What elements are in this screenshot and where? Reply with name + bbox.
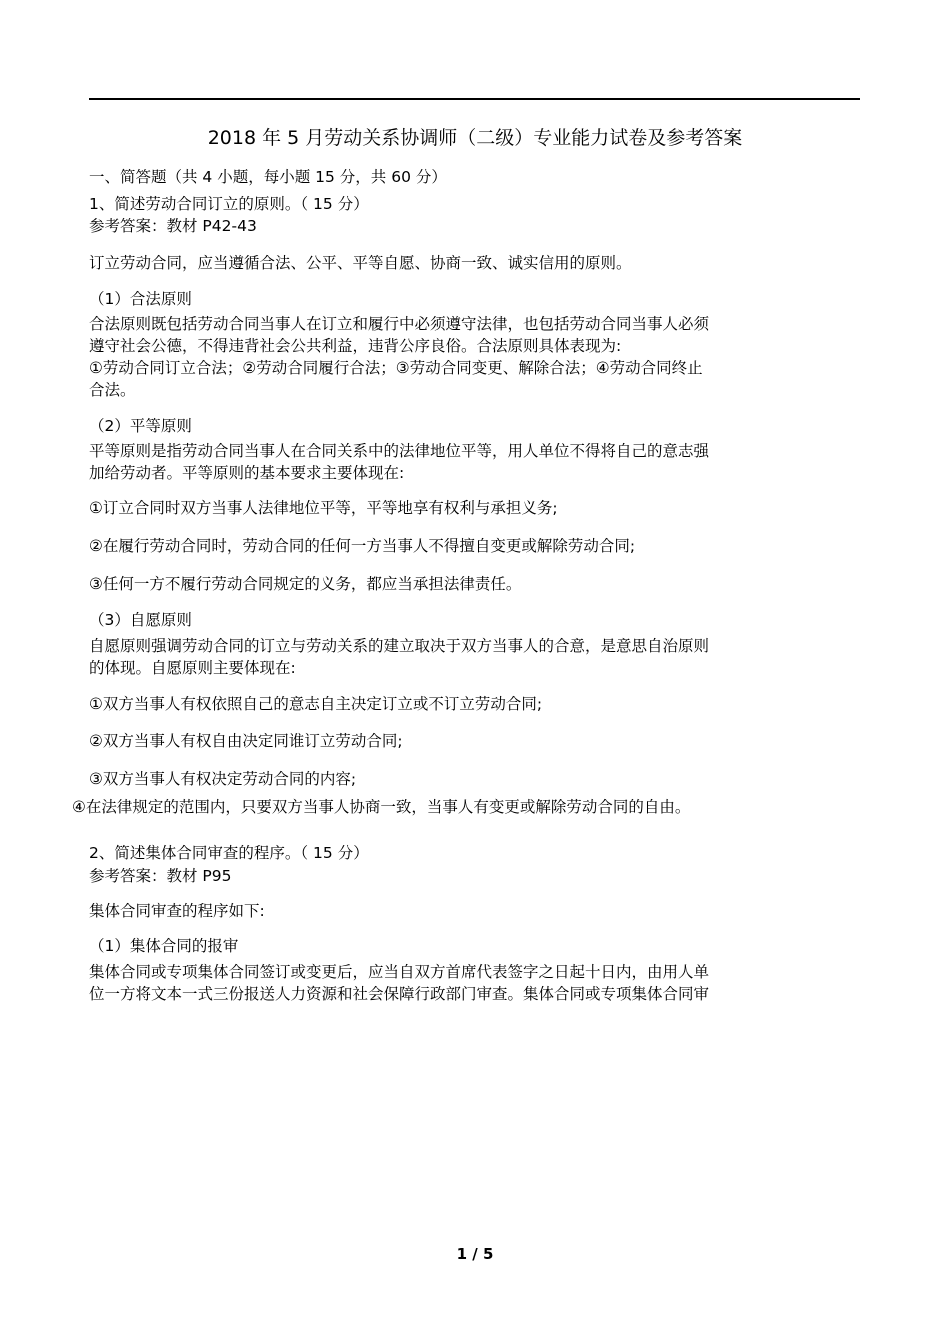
q2-p1-line: 位一方将文本一式三份报送人力资源和社会保障行政部门审查。集体合同或专项集体合同审	[89, 985, 710, 1003]
q1-p3-item: ④在法律规定的范围内，只要双方当事人协商一致，当事人有变更或解除劳动合同的自由。	[72, 798, 691, 816]
q1-intro: 订立劳动合同，应当遵循合法、公平、平等自愿、协商一致、诚实信用的原则。	[89, 254, 632, 272]
q1-p3-line: 的体现。自愿原则主要体现在:	[89, 659, 296, 677]
page-number: 1 / 5	[456, 1245, 494, 1263]
section-heading: 一、简答题（共 4 小题，每小题 15 分，共 60 分）	[89, 168, 447, 186]
q1-p3-item: ②双方当事人有权自由决定同谁订立劳动合同;	[89, 732, 403, 750]
q1-p1-heading: （1）合法原则	[89, 290, 192, 308]
q1-p1-line: 合法原则既包括劳动合同当事人在订立和履行中必须遵守法律，也包括劳动合同当事人必须	[89, 315, 710, 333]
q1-p3-line: 自愿原则强调劳动合同的订立与劳动关系的建立取决于双方当事人的合意，是意思自治原则	[89, 637, 710, 655]
page-title: 2018 年 5 月劳动关系协调师（二级）专业能力试卷及参考答案	[207, 127, 743, 149]
q2-intro: 集体合同审查的程序如下:	[89, 902, 265, 920]
q1-p2-line: 平等原则是指劳动合同当事人在合同关系中的法律地位平等，用人单位不得将自己的意志强	[89, 442, 710, 460]
q1-p1-line: ①劳动合同订立合法；②劳动合同履行合法；③劳动合同变更、解除合法；④劳动合同终止	[89, 359, 703, 377]
q1-p2-heading: （2）平等原则	[89, 417, 192, 435]
q1-reference: 参考答案：教材 P42-43	[89, 217, 257, 235]
header-rule	[89, 98, 860, 100]
q1-p1-line: 合法。	[89, 381, 136, 399]
q2-p1-line: 集体合同或专项集体合同签订或变更后，应当自双方首席代表签字之日起十日内，由用人单	[89, 963, 710, 981]
q2-p1-heading: （1）集体合同的报审	[89, 937, 239, 955]
q1-p2-line: 加给劳动者。平等原则的基本要求主要体现在:	[89, 464, 405, 482]
q1-p2-item: ①订立合同时双方当事人法律地位平等，平等地享有权利与承担义务;	[89, 499, 558, 517]
q1-question: 1、简述劳动合同订立的原则。（ 15 分）	[89, 195, 369, 213]
q1-p2-item: ②在履行劳动合同时，劳动合同的任何一方当事人不得擅自变更或解除劳动合同;	[89, 537, 636, 555]
q2-question: 2、简述集体合同审查的程序。（ 15 分）	[89, 844, 369, 862]
q2-reference: 参考答案：教材 P95	[89, 867, 232, 885]
q1-p3-heading: （3）自愿原则	[89, 611, 192, 629]
q1-p3-item: ③双方当事人有权决定劳动合同的内容;	[89, 770, 357, 788]
q1-p1-line: 遵守社会公德，不得违背社会公共利益，违背公序良俗。合法原则具体表现为:	[89, 337, 622, 355]
q1-p3-item: ①双方当事人有权依照自己的意志自主决定订立或不订立劳动合同;	[89, 695, 543, 713]
q1-p2-item: ③任何一方不履行劳动合同规定的义务，都应当承担法律责任。	[89, 575, 522, 593]
